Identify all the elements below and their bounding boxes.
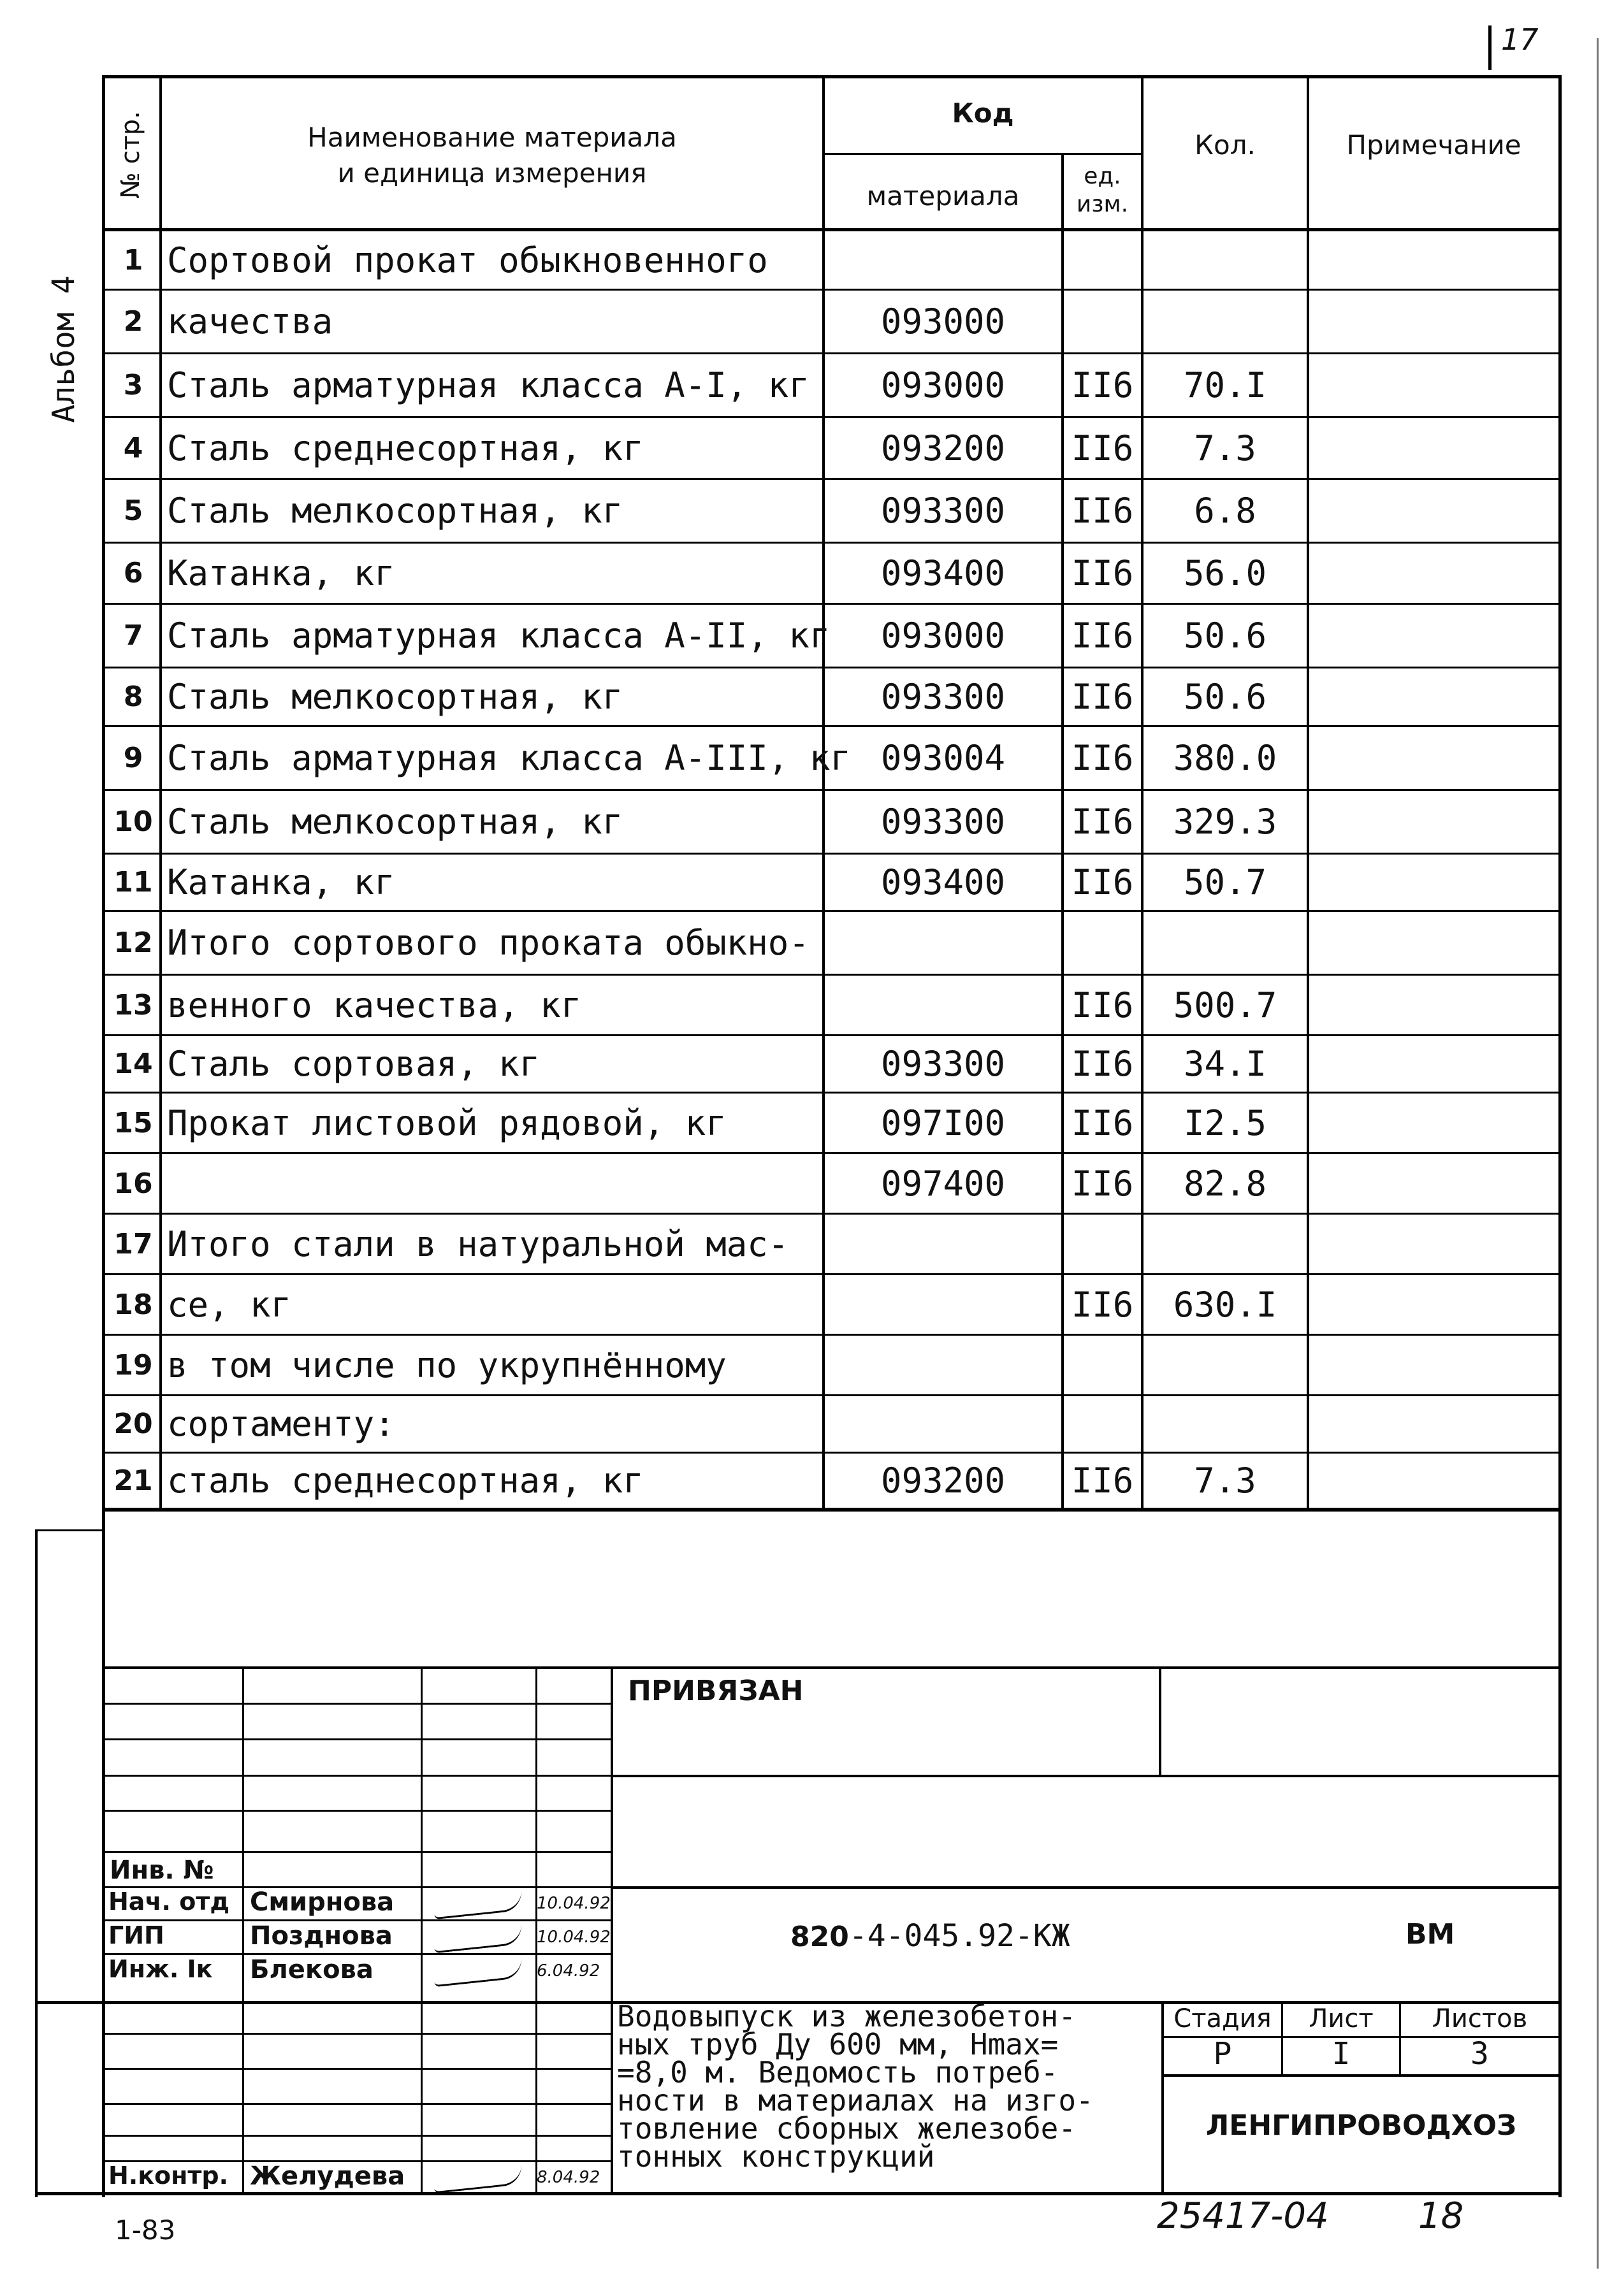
row-divider bbox=[105, 1034, 1558, 1036]
row-material-code: 093400 bbox=[880, 862, 1006, 902]
row-number: 6 bbox=[123, 557, 143, 589]
organization: ЛЕНГИПРОВОДХОЗ bbox=[1205, 2109, 1517, 2142]
row-material-code: 093400 bbox=[880, 553, 1006, 593]
row-material-code: 093200 bbox=[880, 428, 1006, 468]
row-divider bbox=[105, 542, 1558, 544]
row-unit-code: II6 bbox=[1071, 1461, 1134, 1501]
row-number: 1 bbox=[123, 244, 143, 277]
row-divider bbox=[105, 725, 1558, 727]
row-divider bbox=[105, 853, 1558, 855]
title-line: Водовыпуск из железобетон- bbox=[617, 1999, 1077, 2033]
row-material-code: 093200 bbox=[880, 1461, 1006, 1501]
footer-left-code: 1-83 bbox=[115, 2214, 176, 2246]
row-number: 18 bbox=[113, 1288, 153, 1321]
row-number: 17 bbox=[113, 1227, 153, 1260]
handwritten-signature bbox=[433, 1957, 524, 1987]
header-code: Код bbox=[952, 97, 1014, 129]
document-type: ВМ bbox=[1405, 1918, 1455, 1951]
row-quantity: 7.3 bbox=[1194, 428, 1256, 468]
row-quantity: 380.0 bbox=[1173, 738, 1277, 778]
row-number: 12 bbox=[113, 927, 153, 959]
row-quantity: 630.I bbox=[1173, 1284, 1277, 1325]
row-divider bbox=[105, 1334, 1558, 1336]
privyazan-label: ПРИВЯЗАН bbox=[628, 1675, 804, 1707]
header-name-line1: Наименование материала bbox=[307, 122, 677, 153]
row-material-name: качества bbox=[167, 301, 333, 342]
row-quantity: 50.6 bbox=[1183, 677, 1267, 717]
row-divider bbox=[105, 910, 1558, 912]
row-quantity: I2.5 bbox=[1183, 1102, 1267, 1143]
sheets-value: 3 bbox=[1470, 2036, 1489, 2072]
row-unit-code: II6 bbox=[1071, 428, 1134, 468]
signer-role: Н.контр. bbox=[108, 2162, 229, 2190]
row-material-name: Катанка, кг bbox=[167, 862, 395, 902]
row-material-name: сталь среднесортная, кг bbox=[167, 1461, 644, 1501]
row-material-name: Сортовой прокат обыкновенного bbox=[167, 240, 768, 280]
row-number: 8 bbox=[123, 681, 143, 713]
document-title bbox=[617, 1999, 1094, 2174]
row-divider bbox=[105, 1452, 1558, 1454]
title-line: тонных конструкций bbox=[617, 2139, 935, 2174]
row-quantity: 70.I bbox=[1183, 365, 1267, 405]
right-edge-line bbox=[1597, 38, 1599, 2269]
album-label: Альбом 4 bbox=[46, 275, 82, 423]
row-quantity: 50.6 bbox=[1183, 616, 1267, 656]
footer-archive-page: 18 bbox=[1418, 2195, 1464, 2237]
row-material-code: 093004 bbox=[880, 738, 1006, 778]
row-material-name: Сталь арматурная класса А-III, кг bbox=[167, 738, 851, 778]
row-quantity: 82.8 bbox=[1183, 1163, 1267, 1204]
row-divider bbox=[105, 974, 1558, 976]
row-material-name: Сталь мелкосортная, кг bbox=[167, 491, 623, 531]
stage-label: Стадия bbox=[1173, 2004, 1272, 2033]
row-number: 13 bbox=[113, 988, 153, 1022]
row-unit-code: II6 bbox=[1071, 616, 1134, 656]
row-material-name: се, кг bbox=[167, 1284, 292, 1325]
stage-value: Р bbox=[1213, 2036, 1232, 2072]
row-divider bbox=[105, 478, 1558, 480]
signer-name: Смирнова bbox=[250, 1888, 395, 1917]
row-material-name: венного качества, кг bbox=[167, 985, 582, 1025]
handwritten-signature bbox=[433, 1923, 524, 1953]
row-material-name: Сталь мелкосортная, кг bbox=[167, 802, 623, 842]
row-divider bbox=[105, 1152, 1558, 1154]
signer-role: Нач. отд bbox=[108, 1888, 230, 1916]
row-unit-code: II6 bbox=[1071, 1044, 1134, 1084]
row-divider bbox=[105, 352, 1558, 354]
signer-name: Блекова bbox=[250, 1955, 374, 1984]
row-number: 11 bbox=[113, 866, 153, 899]
row-material-name: Сталь сортовая, кг bbox=[167, 1044, 541, 1084]
row-material-name: Прокат листовой рядовой, кг bbox=[167, 1102, 727, 1143]
header-code-unit: ед. изм. bbox=[1076, 163, 1129, 217]
sign-date: 10.04.92 bbox=[537, 1928, 611, 1947]
page-number-mark bbox=[1488, 25, 1492, 70]
row-material-name: Катанка, кг bbox=[167, 553, 395, 593]
sign-date: 8.04.92 bbox=[537, 2168, 600, 2187]
row-quantity: 7.3 bbox=[1194, 1461, 1256, 1501]
document-code bbox=[790, 1918, 1070, 1954]
sign-date: 10.04.92 bbox=[537, 1894, 611, 1913]
handwritten-signature bbox=[433, 2163, 524, 2193]
row-material-code: 093000 bbox=[880, 365, 1006, 405]
signer-role: ГИП bbox=[108, 1921, 164, 1949]
row-material-code: 097I00 bbox=[880, 1102, 1006, 1143]
handwritten-signature bbox=[433, 1889, 524, 1919]
row-number: 7 bbox=[123, 619, 143, 652]
document-code-rest: -4-045.92-КЖ bbox=[848, 1918, 1070, 1954]
row-divider bbox=[105, 289, 1558, 291]
row-number: 20 bbox=[113, 1408, 153, 1440]
row-material-name: Сталь арматурная класса А-I, кг bbox=[167, 365, 810, 405]
row-material-name: Итого сортового проката обыкно- bbox=[167, 923, 810, 963]
row-unit-code: II6 bbox=[1071, 738, 1134, 778]
row-unit-code: II6 bbox=[1071, 1163, 1134, 1204]
row-divider bbox=[105, 1508, 1558, 1510]
sheets-label: Листов bbox=[1432, 2004, 1528, 2033]
row-unit-code: II6 bbox=[1071, 491, 1134, 531]
row-quantity: 50.7 bbox=[1183, 862, 1267, 902]
signer-role: Инж. Iк bbox=[108, 1955, 213, 1983]
row-quantity: 6.8 bbox=[1194, 491, 1256, 531]
row-unit-code: II6 bbox=[1071, 365, 1134, 405]
footer-archive-code: 25417-04 bbox=[1157, 2195, 1329, 2237]
row-material-name: Сталь среднесортная, кг bbox=[167, 428, 644, 468]
row-number: 5 bbox=[123, 495, 143, 527]
inv-no-label: Инв. № bbox=[110, 1856, 214, 1885]
row-material-code: 093300 bbox=[880, 1044, 1006, 1084]
row-material-name: в том числе по укрупнённому bbox=[167, 1345, 727, 1385]
row-material-code: 093000 bbox=[880, 301, 1006, 342]
row-number: 15 bbox=[113, 1106, 153, 1139]
row-unit-code: II6 bbox=[1071, 677, 1134, 717]
title-line: товление сборных железобе- bbox=[617, 2111, 1077, 2146]
row-quantity: 34.I bbox=[1183, 1044, 1267, 1084]
row-number: 2 bbox=[123, 305, 143, 338]
row-number: 21 bbox=[113, 1464, 153, 1497]
row-divider bbox=[105, 1273, 1558, 1275]
row-divider bbox=[105, 603, 1558, 605]
row-material-code: 093300 bbox=[880, 491, 1006, 531]
row-material-code: 093000 bbox=[880, 616, 1006, 656]
row-number: 4 bbox=[123, 431, 143, 465]
header-qty: Кол. bbox=[1194, 129, 1256, 161]
row-material-code: 093300 bbox=[880, 677, 1006, 717]
header-name-line2: и единица измерения bbox=[337, 157, 647, 189]
title-line: ных труб Ду 600 мм, Hmax= bbox=[617, 2027, 1059, 2061]
row-unit-code: II6 bbox=[1071, 1102, 1134, 1143]
title-line: =8,0 м. Ведомость потреб- bbox=[617, 2055, 1059, 2090]
row-number: 3 bbox=[123, 369, 143, 401]
document-code-prefix: 820 bbox=[790, 1921, 849, 1953]
sheet-label: Лист bbox=[1309, 2004, 1374, 2033]
row-material-code: 097400 bbox=[880, 1163, 1006, 1204]
row-divider bbox=[105, 1092, 1558, 1094]
header-row-no: № стр. bbox=[116, 111, 145, 199]
row-divider bbox=[105, 1213, 1558, 1215]
title-line: ности в материалах на изго- bbox=[617, 2083, 1094, 2118]
row-unit-code: II6 bbox=[1071, 985, 1134, 1025]
signer-name: Желудева bbox=[250, 2162, 405, 2191]
row-material-name: Итого стали в натуральной мас- bbox=[167, 1224, 789, 1264]
row-number: 19 bbox=[113, 1348, 153, 1382]
row-divider bbox=[105, 789, 1558, 791]
row-material-code: 093300 bbox=[880, 802, 1006, 842]
row-material-name: сортаменту: bbox=[167, 1404, 395, 1444]
row-unit-code: II6 bbox=[1071, 1284, 1134, 1325]
row-number: 16 bbox=[113, 1167, 153, 1200]
row-number: 14 bbox=[113, 1048, 153, 1080]
page-number: 17 bbox=[1501, 22, 1539, 57]
row-unit-code: II6 bbox=[1071, 802, 1134, 842]
header-code-material: материала bbox=[866, 180, 1020, 212]
signer-name: Позднова bbox=[250, 1921, 393, 1951]
row-divider bbox=[105, 667, 1558, 668]
row-number: 10 bbox=[113, 805, 153, 838]
row-quantity: 56.0 bbox=[1183, 553, 1267, 593]
row-quantity: 500.7 bbox=[1173, 985, 1277, 1025]
header-note: Примечание bbox=[1346, 129, 1521, 161]
row-divider bbox=[105, 1394, 1558, 1396]
row-unit-code: II6 bbox=[1071, 862, 1134, 902]
row-material-name: Сталь мелкосортная, кг bbox=[167, 677, 623, 717]
row-divider bbox=[105, 416, 1558, 418]
row-unit-code: II6 bbox=[1071, 553, 1134, 593]
row-material-name: Сталь арматурная класса А-II, кг bbox=[167, 616, 831, 656]
row-number: 9 bbox=[123, 742, 143, 774]
sheet-value: I bbox=[1332, 2036, 1351, 2072]
row-quantity: 329.3 bbox=[1173, 802, 1277, 842]
sign-date: 6.04.92 bbox=[537, 1961, 600, 1981]
